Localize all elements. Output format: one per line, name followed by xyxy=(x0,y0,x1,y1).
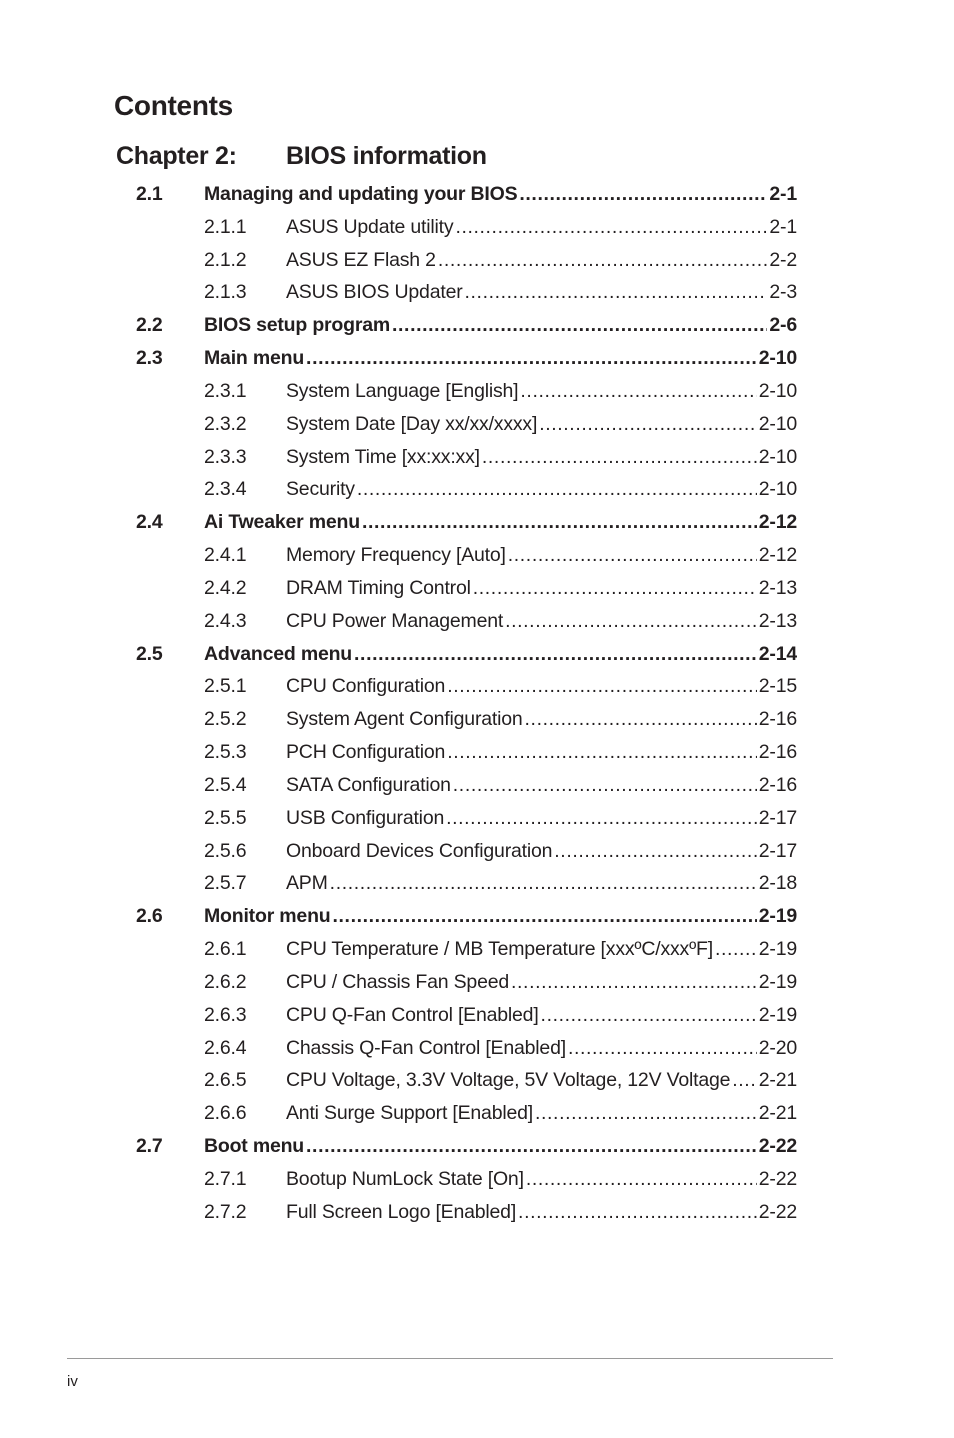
toc-entry-page: 2-13 xyxy=(758,609,797,632)
toc-entry-page: 2-6 xyxy=(769,314,797,337)
toc-entry-title: ASUS BIOS Updater xyxy=(286,281,463,304)
dot-leader xyxy=(482,446,757,469)
toc-entry-line xyxy=(286,1168,797,1191)
toc-entry-line xyxy=(204,183,797,206)
toc-subsection-entry[interactable] xyxy=(0,604,954,637)
toc-entry-number: 2.5.1 xyxy=(204,675,247,698)
toc-subsection-entry[interactable] xyxy=(0,243,954,276)
toc-subsection-entry[interactable] xyxy=(0,275,954,308)
toc-entry-title: PCH Configuration xyxy=(286,741,446,764)
toc-entry-line xyxy=(286,577,797,600)
toc-section-entry[interactable] xyxy=(0,505,954,538)
toc-entry-line xyxy=(204,347,797,370)
toc-entry-page: 2-10 xyxy=(758,347,797,370)
toc-entry-line xyxy=(286,807,797,830)
toc-entry-page: 2-17 xyxy=(758,839,797,862)
toc-entry-line xyxy=(286,971,797,994)
toc-entry-line xyxy=(286,380,797,403)
toc-entry-title: Chassis Q-Fan Control [Enabled] xyxy=(286,1036,566,1059)
toc-entry-title: System Date [Day xx/xx/xxxx] xyxy=(286,412,538,435)
toc-entry-number: 2.3.3 xyxy=(204,445,247,468)
dot-leader xyxy=(518,1201,757,1224)
dot-leader xyxy=(715,938,757,961)
toc-section-entry[interactable] xyxy=(0,308,954,341)
toc-entry-title: System Time [xx:xx:xx] xyxy=(286,445,480,468)
toc-entry-line xyxy=(286,840,797,863)
toc-entry-page: 2-16 xyxy=(758,708,797,731)
toc-entry-title: Main menu xyxy=(204,347,305,370)
toc-entry-line xyxy=(204,1135,797,1158)
toc-entry-page: 2-10 xyxy=(758,445,797,468)
toc-subsection-entry[interactable] xyxy=(0,834,954,867)
toc-entry-line xyxy=(286,446,797,469)
toc-entry-number: 2.2 xyxy=(136,314,163,337)
toc-subsection-entry[interactable] xyxy=(0,210,954,243)
dot-leader xyxy=(554,840,756,863)
page-title: Contents xyxy=(114,90,233,121)
dot-leader xyxy=(526,1168,757,1191)
toc-entry-number: 2.1.1 xyxy=(204,215,247,238)
toc-entry-line xyxy=(286,610,797,633)
toc-entry-line xyxy=(204,905,797,928)
toc-entry-page: 2-12 xyxy=(758,544,797,567)
toc-entry-title: SATA Configuration xyxy=(286,773,451,796)
toc-entry-line xyxy=(204,314,797,337)
toc-subsection-entry[interactable] xyxy=(0,965,954,998)
dot-leader xyxy=(455,216,767,239)
toc-subsection-entry[interactable] xyxy=(0,571,954,604)
toc-section-entry[interactable] xyxy=(0,341,954,374)
toc-entry-page: 2-1 xyxy=(769,215,797,238)
dot-leader xyxy=(306,347,757,370)
toc-entry-title: Bootup NumLock State [On] xyxy=(286,1167,524,1190)
dot-leader xyxy=(392,314,767,337)
toc-entry-number: 2.6.4 xyxy=(204,1036,247,1059)
toc-entry-line xyxy=(286,1004,797,1027)
toc-entry-number: 2.4.3 xyxy=(204,609,247,632)
toc-entry-number: 2.7.1 xyxy=(204,1167,247,1190)
toc-subsection-entry[interactable] xyxy=(0,1195,954,1228)
toc-entry-number: 2.5.4 xyxy=(204,773,247,796)
toc-entry-line xyxy=(204,511,797,534)
toc-entry-page: 2-10 xyxy=(758,412,797,435)
toc-entry-number: 2.5.3 xyxy=(204,741,247,764)
dot-leader xyxy=(306,1135,757,1158)
toc-entry-title: CPU Temperature / MB Temperature [xxxºC/xxxºF] xyxy=(286,938,713,961)
dot-leader xyxy=(541,1004,757,1027)
toc-entry-title: System Language [English] xyxy=(286,379,519,402)
table-of-contents xyxy=(0,177,954,1228)
toc-subsection-entry[interactable] xyxy=(0,932,954,965)
toc-entry-number: 2.5.6 xyxy=(204,839,247,862)
toc-subsection-entry[interactable] xyxy=(0,374,954,407)
toc-entry-number: 2.5.7 xyxy=(204,872,247,895)
toc-entry-number: 2.3.2 xyxy=(204,412,247,435)
toc-entry-line xyxy=(286,1201,797,1224)
toc-entry-number: 2.1.2 xyxy=(204,248,247,271)
toc-entry-title: Security xyxy=(286,478,355,501)
toc-entry-line xyxy=(286,938,797,961)
dot-leader xyxy=(333,905,757,928)
toc-entry-page: 2-19 xyxy=(758,938,797,961)
toc-entry-page: 2-16 xyxy=(758,773,797,796)
dot-leader xyxy=(732,1069,757,1092)
toc-entry-title: Onboard Devices Configuration xyxy=(286,839,553,862)
toc-entry-number: 2.5.5 xyxy=(204,806,247,829)
toc-entry-title: Monitor menu xyxy=(204,905,331,928)
dot-leader xyxy=(465,281,768,304)
toc-entry-title: Memory Frequency [Auto] xyxy=(286,544,506,567)
toc-entry-line xyxy=(204,643,797,666)
toc-entry-number: 2.6.6 xyxy=(204,1102,247,1125)
toc-entry-title: CPU Voltage, 3.3V Voltage, 5V Voltage, 12V Voltage xyxy=(286,1069,731,1092)
toc-subsection-entry[interactable] xyxy=(0,998,954,1031)
toc-entry-page: 2-19 xyxy=(758,970,797,993)
dot-leader xyxy=(505,610,757,633)
toc-entry-page: 2-19 xyxy=(758,905,797,928)
toc-entry-title: CPU Configuration xyxy=(286,675,446,698)
dot-leader xyxy=(539,413,757,436)
toc-entry-page: 2-3 xyxy=(769,281,797,304)
toc-entry-page: 2-21 xyxy=(758,1069,797,1092)
toc-entry-title: CPU Q-Fan Control [Enabled] xyxy=(286,1003,539,1026)
toc-entry-page: 2-22 xyxy=(758,1200,797,1223)
dot-leader xyxy=(330,872,757,895)
toc-entry-title: APM xyxy=(286,872,328,895)
toc-entry-line xyxy=(286,216,797,239)
dot-leader xyxy=(447,741,757,764)
toc-entry-line xyxy=(286,741,797,764)
toc-entry-number: 2.3.4 xyxy=(204,478,247,501)
toc-entry-title: CPU / Chassis Fan Speed xyxy=(286,970,510,993)
toc-entry-number: 2.6 xyxy=(136,905,163,928)
toc-entry-page: 2-19 xyxy=(758,1003,797,1026)
chapter-name: BIOS information xyxy=(286,142,487,170)
toc-entry-page: 2-22 xyxy=(758,1167,797,1190)
toc-entry-number: 2.6.2 xyxy=(204,970,247,993)
toc-entry-number: 2.1.3 xyxy=(204,281,247,304)
toc-entry-title: Boot menu xyxy=(204,1135,305,1158)
toc-entry-title: ASUS EZ Flash 2 xyxy=(286,248,436,271)
toc-entry-page: 2-21 xyxy=(758,1102,797,1125)
toc-entry-page: 2-10 xyxy=(758,379,797,402)
toc-subsection-entry[interactable] xyxy=(0,669,954,702)
dot-leader xyxy=(354,643,757,666)
toc-entry-line xyxy=(286,1102,797,1125)
toc-entry-number: 2.3 xyxy=(136,347,163,370)
toc-entry-page: 2-2 xyxy=(769,248,797,271)
toc-entry-title: Anti Surge Support [Enabled] xyxy=(286,1102,533,1125)
dot-leader xyxy=(362,511,757,534)
toc-entry-title: ASUS Update utility xyxy=(286,215,454,238)
toc-subsection-entry[interactable] xyxy=(0,407,954,440)
toc-entry-page: 2-20 xyxy=(758,1036,797,1059)
toc-entry-page: 2-18 xyxy=(758,872,797,895)
toc-section-entry[interactable] xyxy=(0,1129,954,1162)
toc-entry-number: 2.6.3 xyxy=(204,1003,247,1026)
toc-entry-title: DRAM Timing Control xyxy=(286,576,471,599)
dot-leader xyxy=(535,1102,757,1125)
toc-entry-line xyxy=(286,544,797,567)
toc-entry-number: 2.6.5 xyxy=(204,1069,247,1092)
toc-entry-line xyxy=(286,675,797,698)
toc-entry-number: 2.6.1 xyxy=(204,938,247,961)
footer-divider xyxy=(67,1358,833,1359)
dot-leader xyxy=(508,544,757,567)
toc-entry-page: 2-14 xyxy=(758,642,797,665)
dot-leader xyxy=(525,708,757,731)
toc-section-entry[interactable] xyxy=(0,637,954,670)
toc-entry-title: Ai Tweaker menu xyxy=(204,511,360,534)
toc-section-entry[interactable] xyxy=(0,899,954,932)
toc-subsection-entry[interactable] xyxy=(0,801,954,834)
toc-subsection-entry[interactable] xyxy=(0,768,954,801)
toc-subsection-entry[interactable] xyxy=(0,1096,954,1129)
toc-entry-number: 2.5.2 xyxy=(204,708,247,731)
chapter-label: Chapter 2: xyxy=(116,142,237,170)
toc-subsection-entry[interactable] xyxy=(0,735,954,768)
toc-entry-title: System Agent Configuration xyxy=(286,708,523,731)
toc-subsection-entry[interactable] xyxy=(0,472,954,505)
dot-leader xyxy=(511,971,757,994)
toc-subsection-entry[interactable] xyxy=(0,440,954,473)
footer-page-number: iv xyxy=(67,1373,78,1390)
toc-subsection-entry[interactable] xyxy=(0,702,954,735)
toc-entry-number: 2.7 xyxy=(136,1135,163,1158)
toc-subsection-entry[interactable] xyxy=(0,1063,954,1096)
toc-entry-number: 2.4.1 xyxy=(204,544,247,567)
dot-leader xyxy=(446,807,757,830)
toc-entry-line xyxy=(286,1037,797,1060)
toc-entry-line xyxy=(286,413,797,436)
toc-entry-line xyxy=(286,708,797,731)
toc-entry-page: 2-15 xyxy=(758,675,797,698)
toc-entry-line xyxy=(286,774,797,797)
toc-entry-title: Managing and updating your BIOS xyxy=(204,183,518,205)
toc-entry-title: USB Configuration xyxy=(286,806,445,829)
toc-entry-page: 2-17 xyxy=(758,806,797,829)
toc-entry-page: 2-13 xyxy=(758,576,797,599)
toc-entry-number: 2.5 xyxy=(136,642,163,665)
toc-entry-number: 2.1 xyxy=(136,183,163,205)
dot-leader xyxy=(447,675,757,698)
toc-subsection-entry[interactable] xyxy=(0,1031,954,1064)
toc-entry-number: 2.3.1 xyxy=(204,379,247,402)
dot-leader xyxy=(357,478,757,501)
toc-entry-page: 2-16 xyxy=(758,741,797,764)
toc-subsection-entry[interactable] xyxy=(0,866,954,899)
dot-leader xyxy=(438,249,768,272)
toc-entry-line xyxy=(286,872,797,895)
toc-entry-page: 2-10 xyxy=(758,478,797,501)
toc-entry-line xyxy=(286,249,797,272)
toc-entry-line xyxy=(286,1069,797,1092)
toc-entry-line xyxy=(286,478,797,501)
toc-entry-page: 2-12 xyxy=(758,511,797,534)
toc-entry-title: BIOS setup program xyxy=(204,314,391,337)
toc-section-entry[interactable] xyxy=(0,177,954,210)
dot-leader xyxy=(453,774,757,797)
toc-entry-page: 2-22 xyxy=(758,1135,797,1158)
dot-leader xyxy=(520,380,756,403)
dot-leader xyxy=(568,1037,757,1060)
toc-subsection-entry[interactable] xyxy=(0,538,954,571)
toc-entry-title: Advanced menu xyxy=(204,642,353,665)
toc-entry-number: 2.7.2 xyxy=(204,1200,247,1223)
toc-entry-page: 2-1 xyxy=(769,183,797,205)
toc-entry-title: Full Screen Logo [Enabled] xyxy=(286,1200,517,1223)
toc-entry-number: 2.4.2 xyxy=(204,576,247,599)
toc-subsection-entry[interactable] xyxy=(0,1162,954,1195)
dot-leader xyxy=(519,183,767,206)
toc-entry-title: CPU Power Management xyxy=(286,609,504,632)
toc-entry-number: 2.4 xyxy=(136,511,163,534)
dot-leader xyxy=(473,577,757,600)
toc-entry-line xyxy=(286,281,797,304)
